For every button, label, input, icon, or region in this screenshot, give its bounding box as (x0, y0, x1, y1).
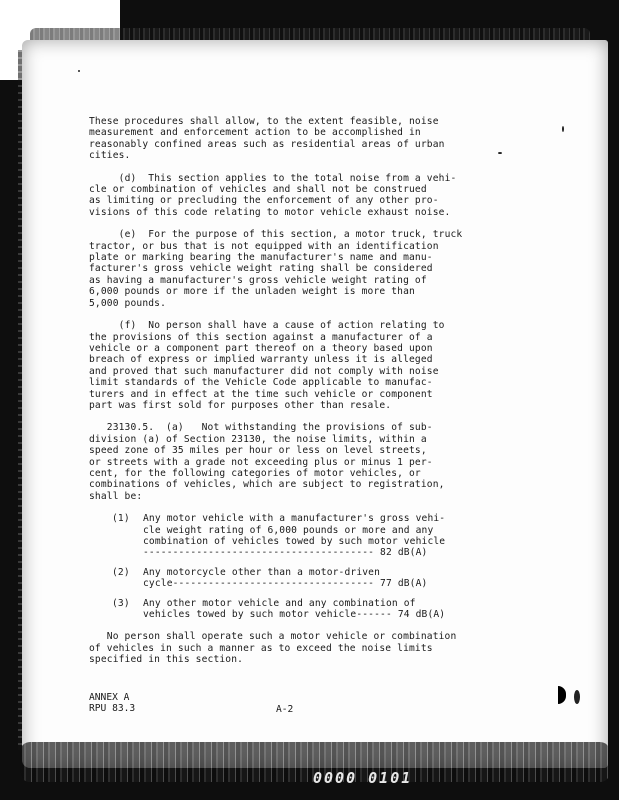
paragraph-d: (d) This section applies to the total noise from a vehi- cle or combination of vehicles and shall not be construed as limiting or precluding the enforcement of any other pro- visions of this code relating to motor vehicle exhaust noise. (89, 172, 457, 218)
paragraph-e: (e) For the purpose of this section, a motor truck, truck tractor, or bus that is not equipped with an identification plate or marking bearing the manufacturer's name and manu- facturer's gross vehicle weight rating shall be considered as having a manufacturer's gross vehicle weight rating of 6,000 pounds or more if the unladen weight is more than 5,000 pounds. (89, 229, 463, 309)
scan-code: 0000 0101 (313, 769, 413, 787)
scan-speck (498, 152, 502, 154)
rpu-label: RPU 83.3 (89, 703, 136, 715)
page-number: A-2 (276, 704, 294, 715)
list-item-text: Any motor vehicle with a manufacturer's gross vehi- cle weight rating of 6,000 pounds or more and any combination of vehicles towed by such motor vehicle --------------------------------------- 82 dB(A) (143, 513, 446, 559)
footer-reference (89, 692, 135, 715)
paragraph-closing: No person shall operate such a motor vehicle or combination of vehicles in such a manner as to exceed the noise limits specified in this section. (89, 631, 457, 666)
scan-speck (78, 70, 80, 72)
paragraph-23130-5: 23130.5. (a) Not withstanding the provisions of sub- division (a) of Section 23130, the noise limits, within a speed zone of 35 miles per hour or less on level streets, or streets with a grade not exceeding plus or minus 1 per- cent, for the following categories of motor vehicles, or combinations of vehicles, which are subject to registration, shall be: (89, 422, 445, 502)
list-item-text: Any motorcycle other than a motor-driven cycle---------------------------------- 77 dB(A) (143, 566, 428, 590)
list-item-number: (1) (112, 513, 130, 525)
list-item (89, 567, 509, 590)
scan-speck (574, 690, 580, 704)
paragraph-intro: These procedures shall allow, to the extent feasible, noise measurement and enforcement action to be accomplished in reasonably confined areas such as residential areas of urban cities. (89, 116, 445, 162)
list-item (89, 598, 509, 621)
list-item-number: (2) (112, 566, 130, 578)
list-item-number: (3) (112, 597, 130, 609)
list-item-text: Any other motor vehicle and any combination of vehicles towed by such motor vehicle------ 74 dB(A) (143, 597, 446, 621)
annex-label: ANNEX A (89, 692, 130, 703)
list-item (89, 513, 509, 559)
document-body (89, 116, 509, 677)
scan-speck (562, 126, 564, 132)
paragraph-f: (f) No person shall have a cause of action relating to the provisions of this section against a manufacturer of a vehicle or a component part thereof on a theory based upon breach of express or implied warranty unless it is alleged and proved that such manufacturer did not comply with noise limit standards of the Vehicle Code applicable to manufac- turers and in effect at the time such vehicle or component part was first sold for purposes other than resale. (89, 320, 445, 411)
